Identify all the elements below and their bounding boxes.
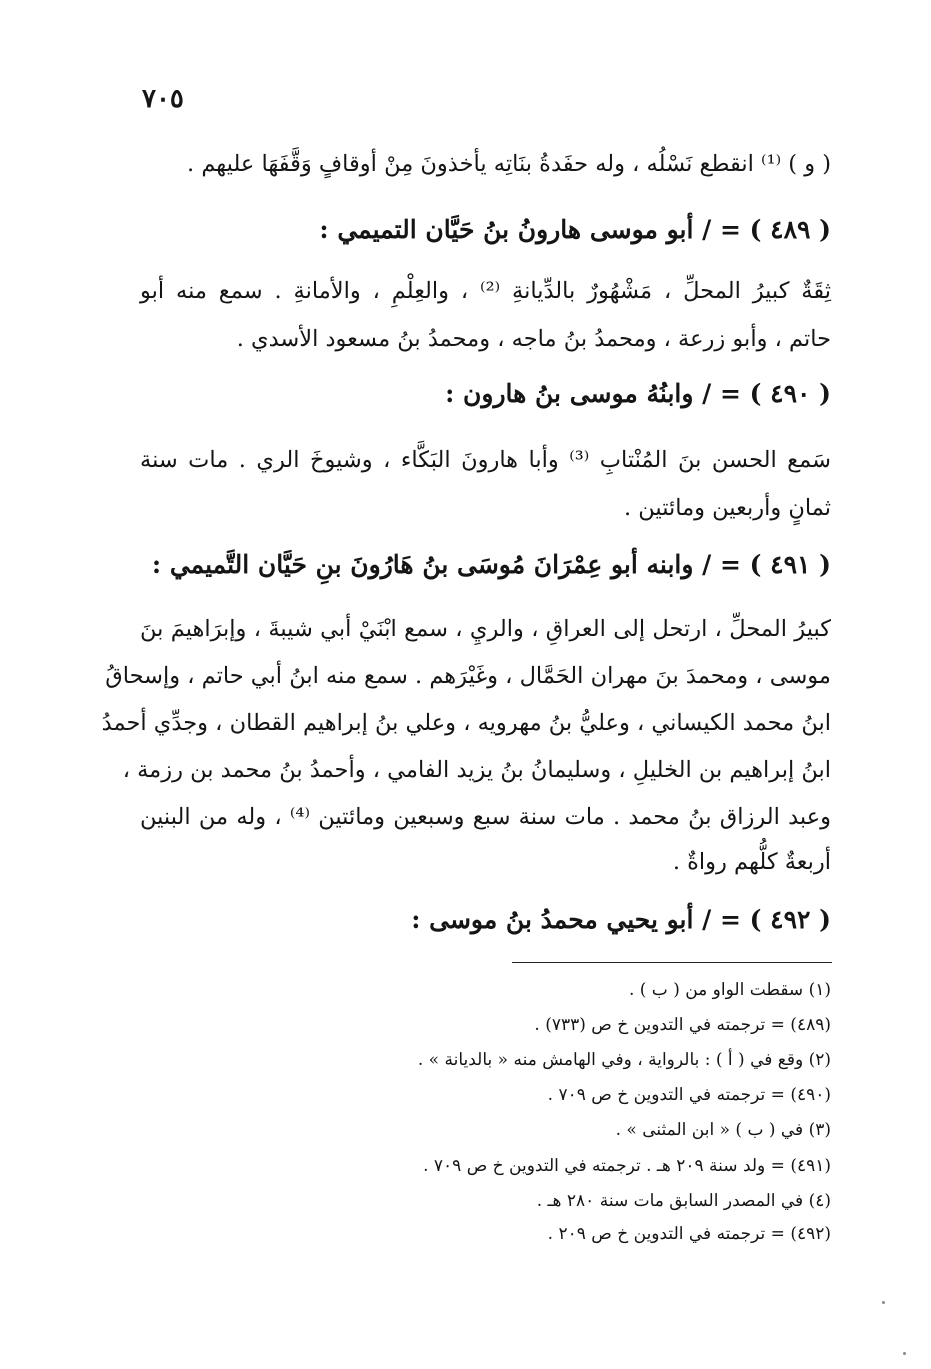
- scan-speck: [882, 1301, 885, 1304]
- body-line: ابنُ محمد الكيساني ، وعليُّ بنُ مهرويه ، وعلي بنُ إبراهيم القطان ، وجدِّي أحمدُ: [101, 710, 831, 736]
- body-line: موسى ، ومحمدَ بنَ مهران الحَمَّال ، وغَيْرَهم . سمع منه ابنُ أبي حاتم ، وإسحاقُ: [105, 663, 831, 689]
- footnote: (٤٩١) = ولد سنة ٢٠٩ هـ . ترجمته في التدوين خ ص ٧٠٩ .: [423, 1156, 831, 1176]
- entry-heading-489: ( ٤٨٩ ) = / أبو موسى هارونُ بنُ حَيَّان التميمي :: [319, 215, 831, 244]
- scan-speck: [903, 1352, 906, 1355]
- body-line: ابنُ إبراهيم بن الخليلِ ، وسليمانُ بنُ يزيد الفامي ، وأحمدُ بنُ محمد بن رزمة ،: [122, 757, 831, 783]
- entry-heading-491: ( ٤٩١ ) = / وابنه أبو عِمْرَانَ مُوسَى بنُ هَارُونَ بنِ حَيَّان التَّميمي :: [151, 550, 831, 579]
- footnote: (٤٩٠) = ترجمته في التدوين خ ص ٧٠٩ .: [547, 1085, 831, 1105]
- body-line: ثِقَةٌ كبيرُ المحلِّ ، مَشْهُورٌ بالدِّيانةِ ⁽²⁾ ، والعِلْمِ ، والأمانةِ . سمع منه أبو: [140, 278, 831, 304]
- footnote: (٤٩٢) = ترجمته في التدوين خ ص ٢٠٩ .: [547, 1224, 831, 1244]
- body-line: كبيرُ المحلِّ ، ارتحل إلى العراقِ ، والريِ ، سمع ابْنَيْ أبي شيبةَ ، وإبرَاهيمَ بنَ: [140, 616, 831, 642]
- page-number: ٧٠٥: [142, 84, 184, 114]
- footnote: (٤) في المصدر السابق مات سنة ٢٨٠ هـ .: [536, 1191, 831, 1211]
- body-line: أربعةٌ كلُّهم رواةٌ .: [672, 849, 831, 875]
- body-line: حاتم ، وأبو زرعة ، ومحمدُ بنُ ماجه ، ومحمدُ بنُ مسعود الأسدي .: [236, 326, 831, 352]
- body-line: ( و ) ⁽¹⁾ انقطع نَسْلُه ، وله حفَدةُ بنَاتِه يأخذونَ مِنْ أوقافٍ وَقَّفَهَا عليهم .: [187, 151, 831, 177]
- body-line: سَمع الحسن بنَ المُنْتابِ ⁽³⁾ وأبا هارونَ البَكَّاء ، وشيوخَ الري . مات سنة: [140, 447, 832, 473]
- entry-heading-492: ( ٤٩٢ ) = / أبو يحيي محمدُ بنُ موسى :: [411, 905, 831, 934]
- footnote-separator: [512, 962, 832, 963]
- body-line: وعبد الرزاق بنُ محمد . مات سنة سبع وسبعين ومائتين ⁽⁴⁾ ، وله من البنين: [140, 804, 831, 830]
- footnote: (١) سقطت الواو من ( ب ) .: [628, 980, 831, 1000]
- body-line: ثمانٍ وأربعين ومائتين .: [623, 495, 831, 521]
- entry-heading-490: ( ٤٩٠ ) = / وابنُهُ موسى بنُ هارون :: [445, 379, 831, 408]
- footnote: (٤٨٩) = ترجمته في التدوين خ ص (٧٣٣) .: [534, 1015, 831, 1035]
- footnote: (٢) وقع في ( أ ) : بالرواية ، وفي الهامش منه « بالديانة » .: [417, 1050, 831, 1070]
- footnote: (٣) في ( ب ) « ابن المثنى » .: [615, 1120, 831, 1140]
